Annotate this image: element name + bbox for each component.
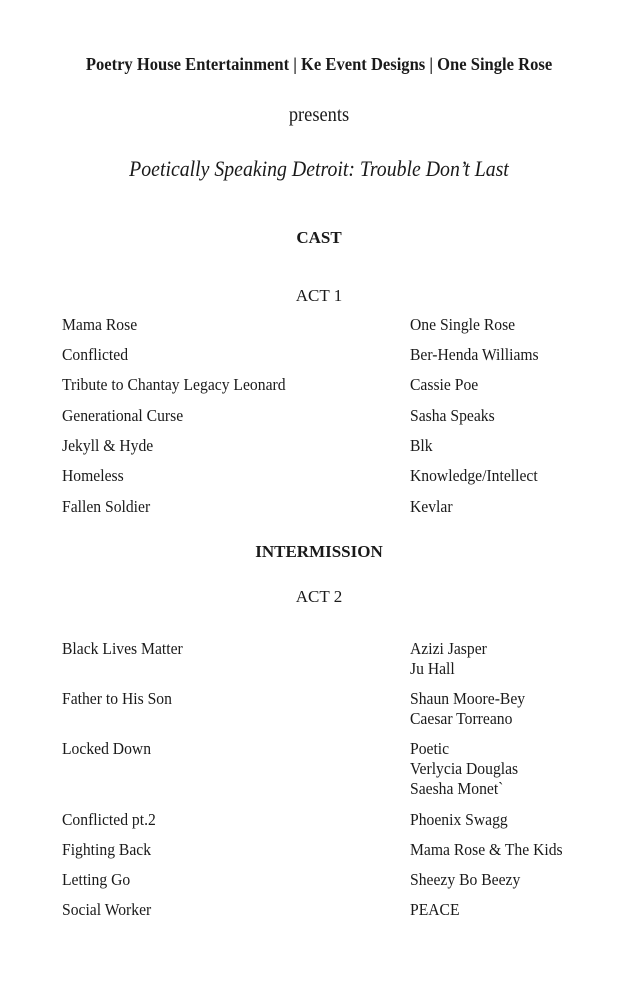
act1-performer (410, 497, 453, 517)
cast-heading: CAST (296, 228, 342, 247)
act1-piece: Generational Curse (62, 406, 184, 425)
act2-heading: ACT 2 (295, 587, 343, 606)
act2-piece: Social Worker (62, 900, 152, 919)
act2-piece: Locked Down (62, 739, 152, 758)
intermission-heading: INTERMISSION (255, 542, 383, 561)
show-title: Poetically Speaking Detroit: Trouble Don’t Last (129, 156, 509, 181)
act2-performer (410, 870, 520, 890)
act2-piece: Conflicted pt.2 (62, 810, 156, 829)
performer-name: Poetic (410, 739, 450, 758)
performer-name: Caesar Torreano (410, 709, 513, 728)
performer-name: Azizi Jasper (410, 639, 487, 658)
act1-performer (410, 375, 478, 395)
performer-name: Sasha Speaks (410, 406, 495, 425)
performer-name: Kevlar (410, 497, 453, 516)
act2-piece: Letting Go (62, 870, 131, 889)
act1-performer (410, 315, 515, 335)
presents-text: presents (288, 104, 350, 126)
act1-piece: Homeless (62, 466, 124, 485)
performer-name: Shaun Moore-Bey (410, 689, 526, 708)
performer-name: Cassie Poe (410, 375, 479, 394)
producers-heading: Poetry House Entertainment | Ke Event Designs | One Single Rose (85, 54, 553, 74)
performer-name: One Single Rose (410, 315, 516, 334)
act2-piece: Father to His Son (62, 689, 172, 708)
act1-performer (410, 466, 538, 486)
act1-performer (410, 436, 433, 456)
act2-performer (410, 840, 563, 860)
act1-piece: Tribute to Chantay Legacy Leonard (62, 375, 286, 394)
performer-name: Verlycia Douglas (410, 759, 519, 778)
act1-piece: Mama Rose (62, 315, 138, 334)
act2-performer (410, 810, 508, 830)
performer-name: Mama Rose & The Kids (410, 840, 563, 859)
act2-piece: Black Lives Matter (62, 639, 183, 658)
performer-name: Sheezy Bo Beezy (410, 870, 521, 889)
act2-performer (410, 739, 518, 799)
act2-performer (410, 900, 460, 920)
act2-performer (410, 639, 487, 679)
performer-name: Knowledge/Intellect (410, 466, 538, 485)
act2-performer (410, 689, 525, 729)
act1-piece: Fallen Soldier (62, 497, 151, 516)
act1-heading: ACT 1 (295, 286, 343, 305)
performer-name: Blk (410, 436, 433, 455)
act2-piece: Fighting Back (62, 840, 152, 859)
performer-name: Phoenix Swagg (410, 810, 508, 829)
act1-performer (410, 345, 539, 365)
performer-name: Ju Hall (410, 659, 455, 678)
performer-name: Ber-Henda Williams (410, 345, 539, 364)
act1-performer (410, 406, 495, 426)
act1-piece: Jekyll & Hyde (62, 436, 154, 455)
performer-name: PEACE (410, 900, 460, 919)
act1-piece: Conflicted (62, 345, 129, 364)
performer-name: Saesha Monet` (410, 779, 504, 798)
